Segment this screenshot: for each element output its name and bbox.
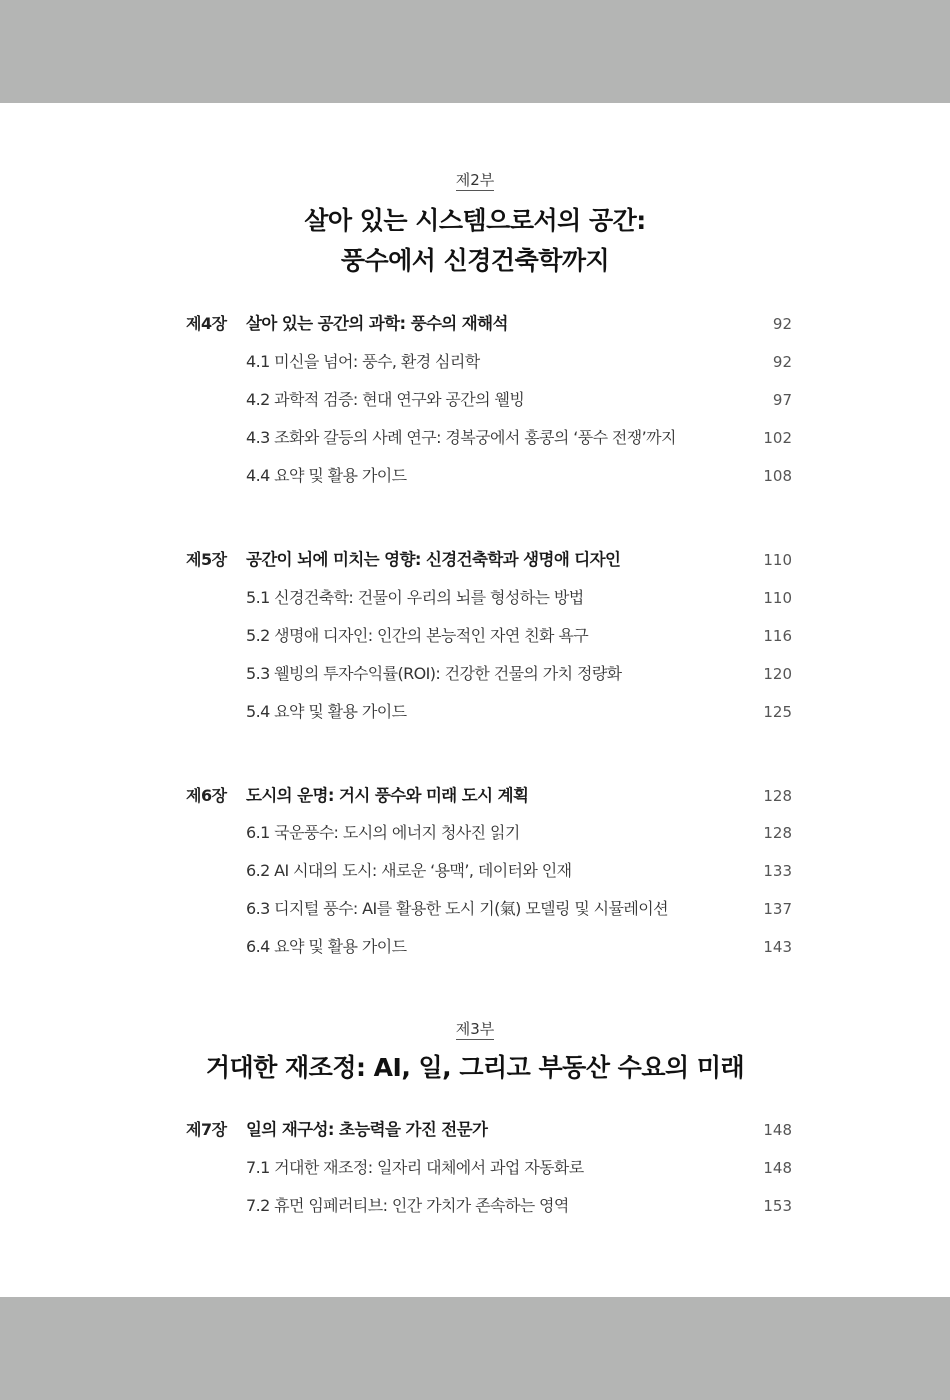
page-number: 133 <box>763 862 792 880</box>
dot-leader <box>594 583 756 613</box>
dot-leader <box>594 1153 756 1183</box>
dot-leader <box>490 347 762 377</box>
section-title[interactable]: 4.4 요약 및 활용 가이드 <box>246 466 407 485</box>
chapter-title[interactable]: 공간이 뇌에 미치는 영향: 신경건축학과 생명애 디자인 <box>246 550 621 569</box>
section-title[interactable]: 6.1 국운풍수: 도시의 에너지 청사진 읽기 <box>246 823 520 842</box>
chapter-title[interactable]: 일의 재구성: 초능력을 가진 전문가 <box>246 1120 488 1139</box>
dot-leader <box>497 1115 755 1145</box>
section-row[interactable] <box>0 385 950 415</box>
page-number: 148 <box>763 1159 792 1177</box>
section-title[interactable]: 5.3 웰빙의 투자수익률(ROI): 건강한 건물의 가치 정량화 <box>246 664 622 683</box>
page-number: 102 <box>763 429 792 447</box>
page-number: 116 <box>763 627 792 645</box>
section-row[interactable] <box>0 461 950 491</box>
page-number: 97 <box>772 391 792 409</box>
section-row[interactable] <box>0 697 950 727</box>
dot-leader <box>530 818 756 848</box>
section-row[interactable] <box>0 894 950 924</box>
page-number: 153 <box>763 1197 792 1215</box>
section-title[interactable]: 4.2 과학적 검증: 현대 연구와 공간의 웰빙 <box>246 390 525 409</box>
chapter-number: 제5장 <box>186 550 227 569</box>
part-title-line: 거대한 재조정: AI, 일, 그리고 부동산 수요의 미래 <box>205 1053 745 1082</box>
dot-leader <box>581 856 755 886</box>
dot-leader <box>598 621 755 651</box>
part-label <box>0 169 950 190</box>
section-row[interactable] <box>0 621 950 651</box>
chapter-number: 제6장 <box>186 786 227 805</box>
section-title[interactable]: 5.4 요약 및 활용 가이드 <box>246 702 407 721</box>
section-title[interactable]: 4.1 미신을 넘어: 풍수, 환경 심리학 <box>246 352 480 371</box>
section-title[interactable]: 7.2 휴먼 임페러티브: 인간 가치가 존속하는 영역 <box>246 1196 569 1215</box>
page-number: 143 <box>763 938 792 956</box>
section-row[interactable] <box>0 347 950 377</box>
chapter-row[interactable] <box>0 1115 950 1145</box>
section-title[interactable]: 7.1 거대한 재조정: 일자리 대체에서 과업 자동화로 <box>246 1158 584 1177</box>
section-row[interactable] <box>0 1191 950 1221</box>
section-row[interactable] <box>0 818 950 848</box>
chapter-row[interactable] <box>0 309 950 339</box>
page-number: 148 <box>763 1121 792 1139</box>
dot-leader <box>538 781 755 811</box>
section-title[interactable]: 5.2 생명애 디자인: 인간의 본능적인 자연 친화 욕구 <box>246 626 589 645</box>
part-title-line: 살아 있는 시스템으로서의 공간: <box>304 206 646 235</box>
page-number: 137 <box>763 900 792 918</box>
dot-leader <box>518 309 762 339</box>
section-title[interactable]: 6.3 디지털 풍수: AI를 활용한 도시 기(氣) 모델링 및 시뮬레이션 <box>246 899 668 918</box>
part-label-text: 제3부 <box>455 1020 495 1038</box>
chapter-row[interactable] <box>0 781 950 811</box>
dot-leader <box>686 423 756 453</box>
dot-leader <box>632 659 756 689</box>
dot-leader <box>678 894 755 924</box>
page-number: 125 <box>763 703 792 721</box>
section-row[interactable] <box>0 856 950 886</box>
section-title[interactable]: 4.3 조화와 갈등의 사례 연구: 경복궁에서 홍콩의 ‘풍수 전쟁’까지 <box>246 428 676 447</box>
page-number: 110 <box>763 551 792 569</box>
chapter-number: 제4장 <box>186 314 227 333</box>
part-title <box>0 1048 950 1088</box>
section-title[interactable]: 6.4 요약 및 활용 가이드 <box>246 937 407 956</box>
page-number: 92 <box>772 353 792 371</box>
section-row[interactable] <box>0 423 950 453</box>
chapter-title[interactable]: 도시의 운명: 거시 풍수와 미래 도시 계획 <box>246 786 529 805</box>
section-row[interactable] <box>0 932 950 962</box>
dot-leader <box>534 385 762 415</box>
part-label-text: 제2부 <box>455 171 495 189</box>
page-number: 128 <box>763 824 792 842</box>
page-number: 92 <box>772 315 792 333</box>
section-row[interactable] <box>0 659 950 689</box>
page-number: 110 <box>763 589 792 607</box>
page-number: 128 <box>763 787 792 805</box>
dot-leader <box>416 697 755 727</box>
chapter-number: 제7장 <box>186 1120 227 1139</box>
bottom-margin-band <box>0 1297 950 1400</box>
part-title <box>0 201 950 281</box>
dot-leader <box>416 461 755 491</box>
dot-leader <box>579 1191 756 1221</box>
table-of-contents-page <box>0 103 950 1297</box>
dot-leader <box>416 932 755 962</box>
page-number: 108 <box>763 467 792 485</box>
section-title[interactable]: 5.1 신경건축학: 건물이 우리의 뇌를 형성하는 방법 <box>246 588 584 607</box>
page-number: 120 <box>763 665 792 683</box>
part-title-line: 풍수에서 신경건축학까지 <box>340 246 610 275</box>
section-title[interactable]: 6.2 AI 시대의 도시: 새로운 ‘용맥’, 데이터와 인재 <box>246 861 572 880</box>
section-row[interactable] <box>0 583 950 613</box>
chapter-title[interactable]: 살아 있는 공간의 과학: 풍수의 재해석 <box>246 314 508 333</box>
chapter-row[interactable] <box>0 545 950 575</box>
dot-leader <box>630 545 755 575</box>
part-label <box>0 1018 950 1039</box>
section-row[interactable] <box>0 1153 950 1183</box>
top-margin-band <box>0 0 950 103</box>
